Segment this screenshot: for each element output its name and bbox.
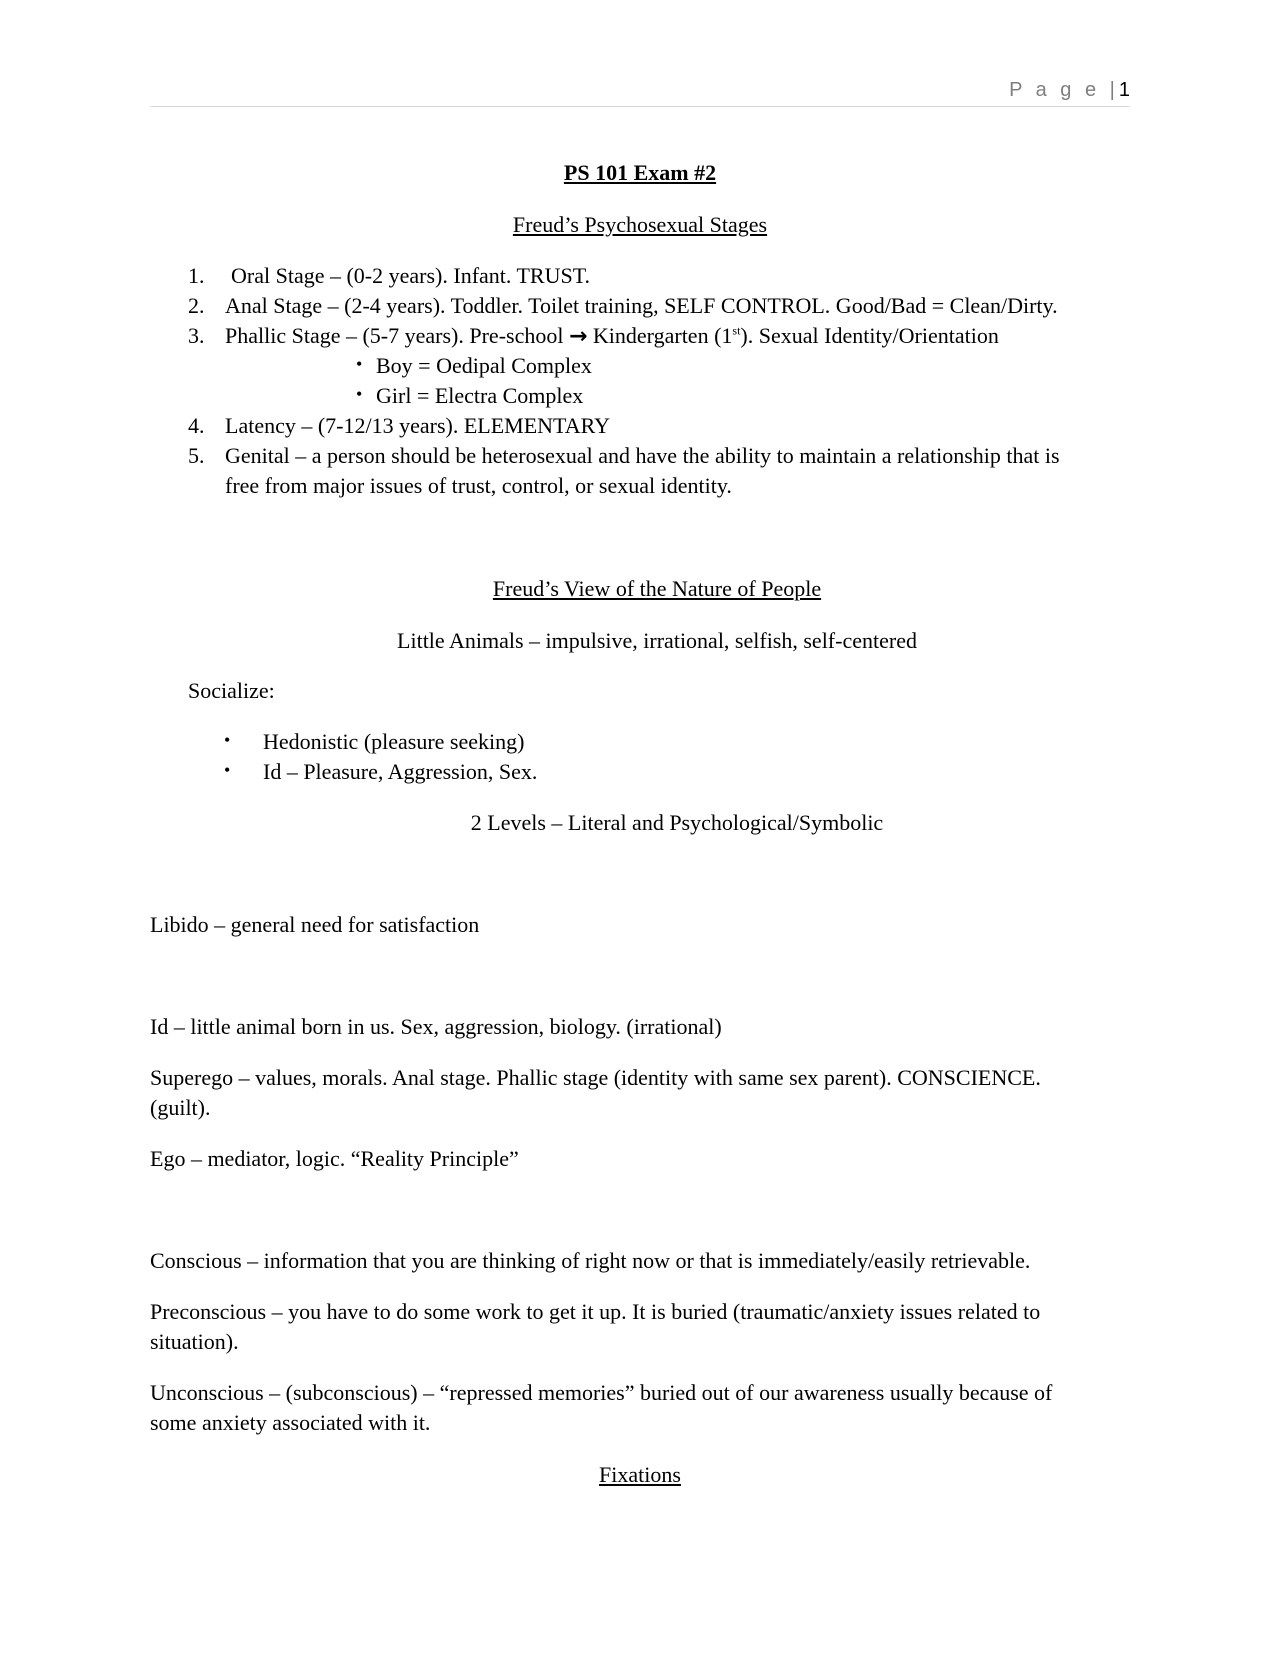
- levels-line: 2 Levels – Literal and Psychological/Symbolic: [470, 810, 884, 835]
- list-number: 4.: [188, 413, 205, 438]
- list-number: 1.: [188, 263, 205, 288]
- ego-line: Ego – mediator, logic. “Reality Principle”: [150, 1146, 519, 1171]
- stages-heading: Freud’s Psychosexual Stages: [512, 212, 768, 237]
- superego-line: Superego – values, morals. Anal stage. Phallic stage (identity with same sex parent). CONSCIENCE.: [150, 1065, 1041, 1090]
- page-separator: |: [1109, 79, 1119, 101]
- phallic-text-c: ). Sexual Identity/Orientation: [740, 323, 999, 348]
- arrow-icon: →: [568, 324, 588, 349]
- page-number-label: [1009, 76, 1130, 104]
- page-word: P a g e: [1009, 79, 1101, 101]
- list-number: 2.: [188, 293, 205, 318]
- bullet-icon: •: [224, 760, 231, 780]
- list-item: Latency – (7-12/13 years). ELEMENTARY: [225, 413, 610, 438]
- ordinal-suffix: st: [732, 323, 741, 338]
- preconscious-line-continuation: situation).: [150, 1329, 239, 1354]
- sub-list-item: Boy = Oedipal Complex: [376, 353, 592, 378]
- nature-heading: Freud’s View of the Nature of People: [492, 576, 822, 601]
- phallic-text-b: Kindergarten (1: [587, 323, 733, 348]
- list-item-continuation: free from major issues of trust, control, or sexual identity.: [225, 473, 732, 498]
- bullet-icon: •: [224, 730, 231, 750]
- list-item: [225, 321, 999, 353]
- page-number: 1: [1118, 79, 1130, 101]
- id-line: Id – little animal born in us. Sex, aggression, biology. (irrational): [150, 1014, 722, 1039]
- phallic-text-a: Phallic Stage – (5-7 years). Pre-school: [225, 323, 569, 348]
- unconscious-line: Unconscious – (subconscious) – “repressed memories” buried out of our awareness usually because of: [150, 1380, 1053, 1405]
- list-item: Hedonistic (pleasure seeking): [263, 729, 525, 754]
- list-item: Anal Stage – (2-4 years). Toddler. Toilet training, SELF CONTROL. Good/Bad = Clean/Dirty.: [225, 293, 1058, 318]
- bullet-icon: •: [356, 384, 363, 404]
- little-animals-line: Little Animals – impulsive, irrational, selfish, self-centered: [397, 628, 917, 653]
- fixations-heading: Fixations: [599, 1462, 681, 1487]
- superego-line-continuation: (guilt).: [150, 1095, 211, 1120]
- unconscious-line-continuation: some anxiety associated with it.: [150, 1410, 431, 1435]
- conscious-line: Conscious – information that you are thinking of right now or that is immediately/easily retrievable.: [150, 1248, 1031, 1273]
- list-number: 3.: [188, 323, 205, 348]
- preconscious-line: Preconscious – you have to do some work to get it up. It is buried (traumatic/anxiety issues related to: [150, 1299, 1041, 1324]
- page-header: [150, 76, 1130, 107]
- bullet-icon: •: [356, 354, 363, 374]
- list-item: Oral Stage – (0-2 years). Infant. TRUST.: [231, 263, 591, 288]
- list-number: 5.: [188, 443, 205, 468]
- document-title: PS 101 Exam #2: [563, 160, 717, 185]
- list-item: Id – Pleasure, Aggression, Sex.: [263, 759, 538, 784]
- sub-list-item: Girl = Electra Complex: [376, 383, 584, 408]
- list-item: Genital – a person should be heterosexual and have the ability to maintain a relationship that is: [225, 443, 1060, 468]
- libido-line: Libido – general need for satisfaction: [150, 912, 480, 937]
- socialize-label: Socialize:: [188, 678, 275, 703]
